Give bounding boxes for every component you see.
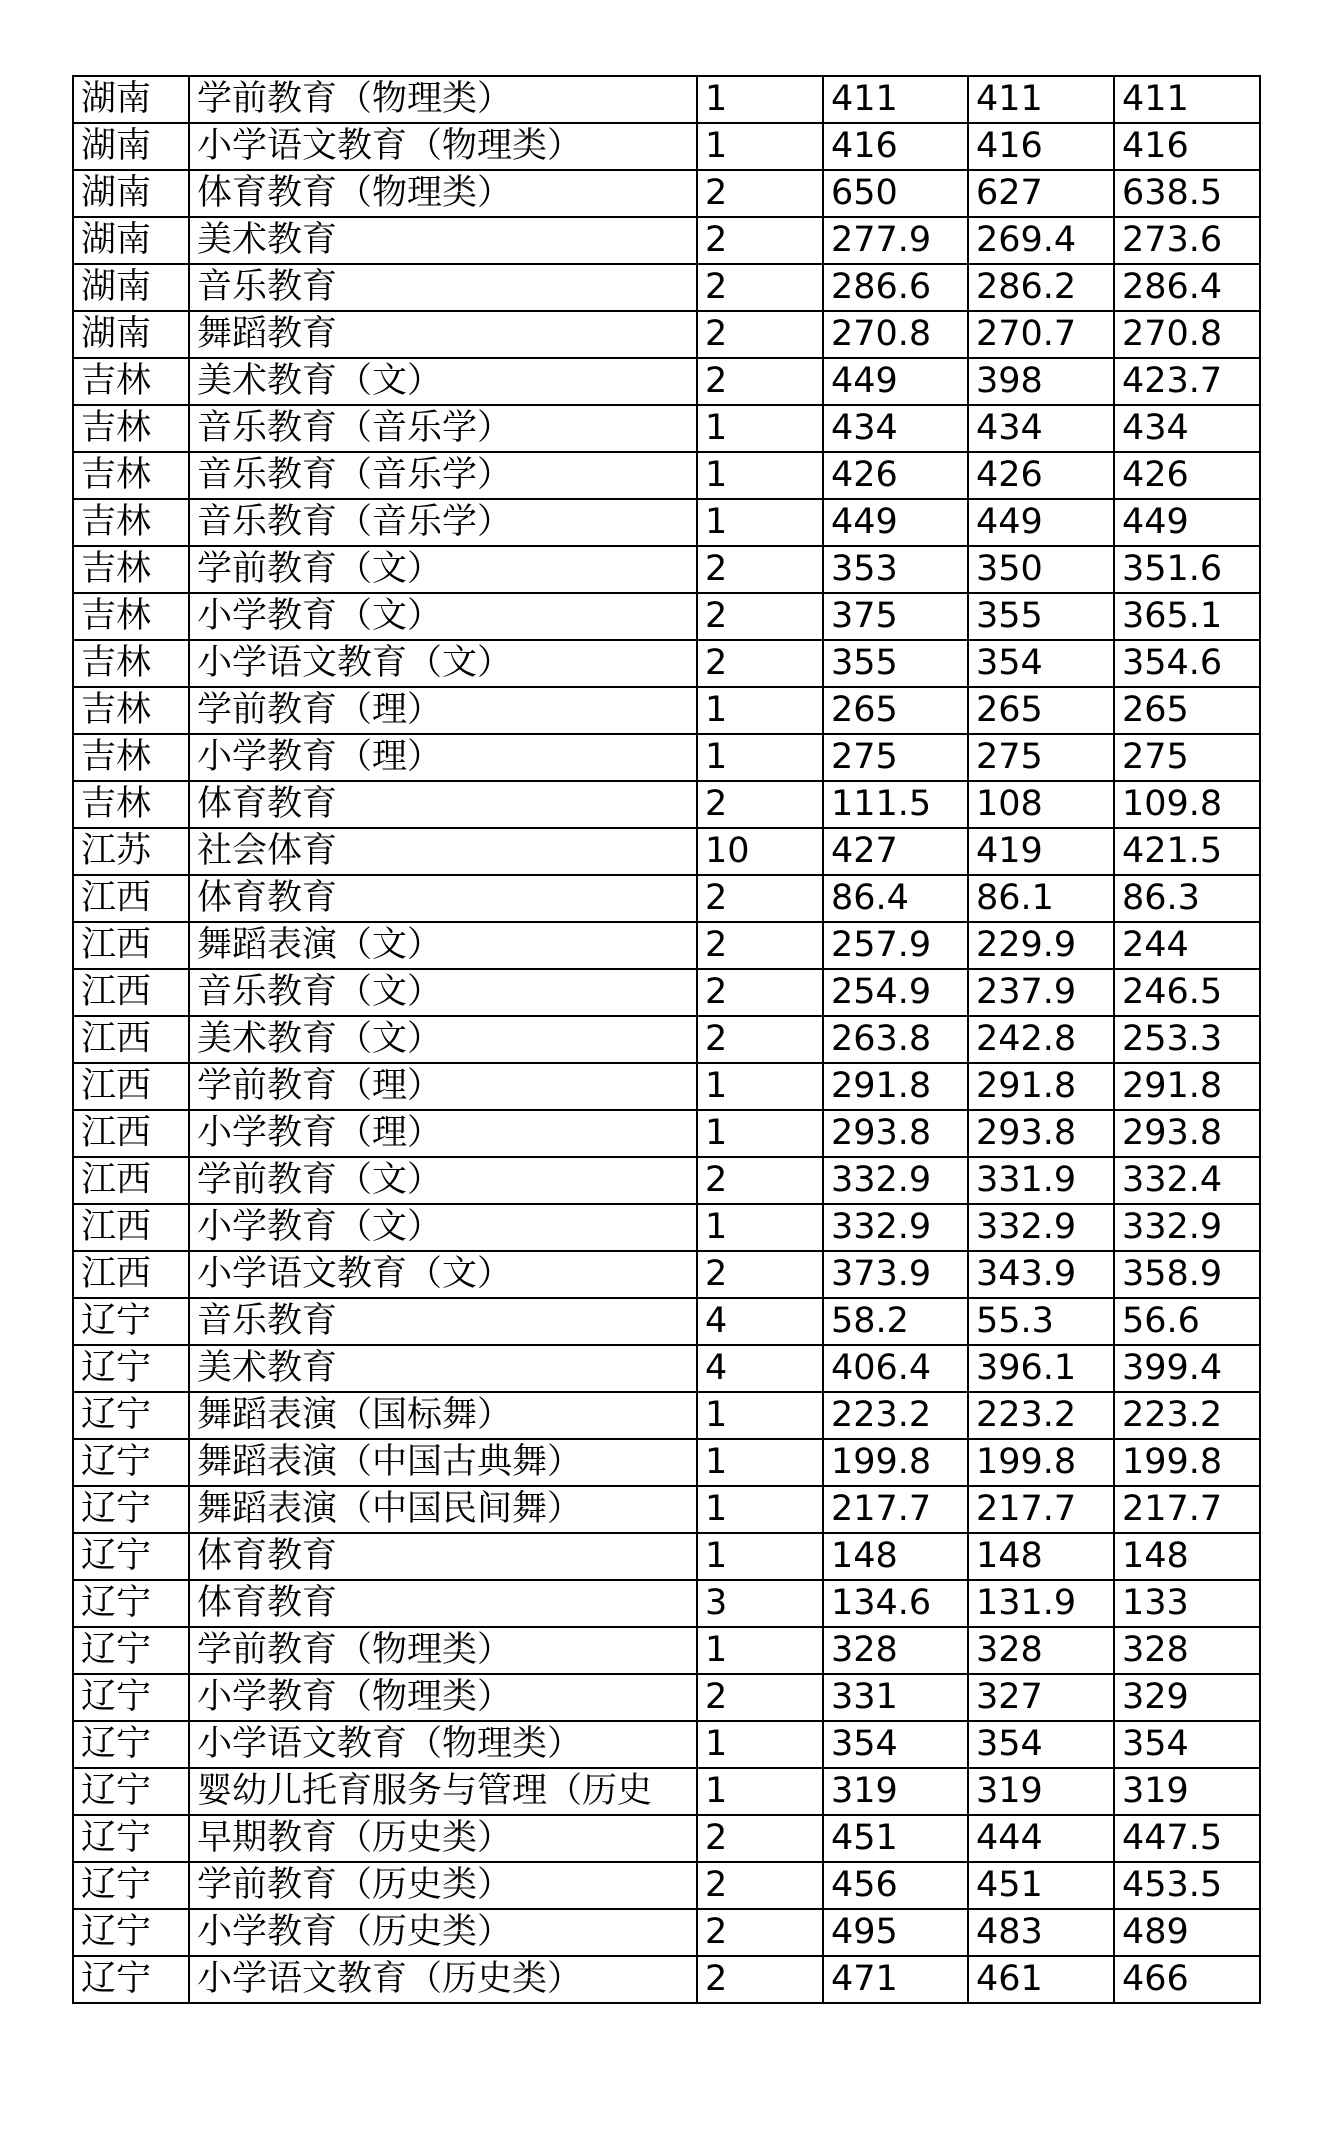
province-cell: 辽宁 [73, 1721, 189, 1768]
table-row [73, 1063, 1260, 1110]
count-cell: 2 [697, 358, 823, 405]
province-cell: 湖南 [73, 170, 189, 217]
table-row [73, 1157, 1260, 1204]
count-cell: 2 [697, 922, 823, 969]
avg-score-cell: 416 [1114, 123, 1260, 170]
major-cell: 体育教育（物理类） [189, 170, 697, 217]
province-cell: 吉林 [73, 499, 189, 546]
max-score-cell: 291.8 [823, 1063, 968, 1110]
province-cell: 辽宁 [73, 1627, 189, 1674]
province-cell: 江西 [73, 922, 189, 969]
max-score-cell: 353 [823, 546, 968, 593]
max-score-cell: 148 [823, 1533, 968, 1580]
max-score-cell: 86.4 [823, 875, 968, 922]
min-score-cell: 396.1 [968, 1345, 1114, 1392]
major-cell: 小学教育（文） [189, 593, 697, 640]
count-cell: 1 [697, 734, 823, 781]
max-score-cell: 406.4 [823, 1345, 968, 1392]
avg-score-cell: 332.4 [1114, 1157, 1260, 1204]
avg-score-cell: 217.7 [1114, 1486, 1260, 1533]
avg-score-cell: 358.9 [1114, 1251, 1260, 1298]
major-cell: 学前教育（物理类） [189, 1627, 697, 1674]
min-score-cell: 328 [968, 1627, 1114, 1674]
min-score-cell: 449 [968, 499, 1114, 546]
major-cell: 舞蹈表演（文） [189, 922, 697, 969]
min-score-cell: 199.8 [968, 1439, 1114, 1486]
table-row [73, 1298, 1260, 1345]
max-score-cell: 331 [823, 1674, 968, 1721]
max-score-cell: 265 [823, 687, 968, 734]
avg-score-cell: 109.8 [1114, 781, 1260, 828]
min-score-cell: 217.7 [968, 1486, 1114, 1533]
avg-score-cell: 421.5 [1114, 828, 1260, 875]
major-cell: 早期教育（历史类） [189, 1815, 697, 1862]
major-cell: 小学语文教育（历史类） [189, 1956, 697, 2003]
table-row [73, 734, 1260, 781]
table-row [73, 358, 1260, 405]
major-cell: 小学语文教育（文） [189, 640, 697, 687]
major-cell: 舞蹈教育 [189, 311, 697, 358]
count-cell: 1 [697, 452, 823, 499]
min-score-cell: 416 [968, 123, 1114, 170]
avg-score-cell: 426 [1114, 452, 1260, 499]
count-cell: 2 [697, 781, 823, 828]
max-score-cell: 199.8 [823, 1439, 968, 1486]
min-score-cell: 108 [968, 781, 1114, 828]
count-cell: 2 [697, 1157, 823, 1204]
avg-score-cell: 354 [1114, 1721, 1260, 1768]
min-score-cell: 354 [968, 1721, 1114, 1768]
province-cell: 辽宁 [73, 1956, 189, 2003]
table-row [73, 1721, 1260, 1768]
major-cell: 社会体育 [189, 828, 697, 875]
table-row [73, 922, 1260, 969]
avg-score-cell: 447.5 [1114, 1815, 1260, 1862]
min-score-cell: 461 [968, 1956, 1114, 2003]
table-row [73, 1016, 1260, 1063]
avg-score-cell: 293.8 [1114, 1110, 1260, 1157]
major-cell: 音乐教育（音乐学） [189, 405, 697, 452]
max-score-cell: 254.9 [823, 969, 968, 1016]
min-score-cell: 148 [968, 1533, 1114, 1580]
major-cell: 小学语文教育（物理类） [189, 123, 697, 170]
avg-score-cell: 199.8 [1114, 1439, 1260, 1486]
major-cell: 美术教育 [189, 217, 697, 264]
province-cell: 辽宁 [73, 1862, 189, 1909]
major-cell: 小学教育（物理类） [189, 1674, 697, 1721]
min-score-cell: 483 [968, 1909, 1114, 1956]
major-cell: 小学教育（文） [189, 1204, 697, 1251]
count-cell: 2 [697, 969, 823, 1016]
max-score-cell: 277.9 [823, 217, 968, 264]
major-cell: 音乐教育 [189, 264, 697, 311]
count-cell: 1 [697, 1627, 823, 1674]
major-cell: 学前教育（文） [189, 546, 697, 593]
min-score-cell: 275 [968, 734, 1114, 781]
count-cell: 2 [697, 264, 823, 311]
min-score-cell: 319 [968, 1768, 1114, 1815]
major-cell: 学前教育（物理类） [189, 76, 697, 123]
avg-score-cell: 399.4 [1114, 1345, 1260, 1392]
max-score-cell: 650 [823, 170, 968, 217]
table-row [73, 1909, 1260, 1956]
table-row [73, 76, 1260, 123]
table-row [73, 1486, 1260, 1533]
table-row [73, 405, 1260, 452]
min-score-cell: 350 [968, 546, 1114, 593]
count-cell: 2 [697, 1674, 823, 1721]
max-score-cell: 134.6 [823, 1580, 968, 1627]
max-score-cell: 257.9 [823, 922, 968, 969]
count-cell: 1 [697, 76, 823, 123]
min-score-cell: 265 [968, 687, 1114, 734]
avg-score-cell: 223.2 [1114, 1392, 1260, 1439]
max-score-cell: 111.5 [823, 781, 968, 828]
major-cell: 小学语文教育（文） [189, 1251, 697, 1298]
count-cell: 1 [697, 1486, 823, 1533]
avg-score-cell: 351.6 [1114, 546, 1260, 593]
max-score-cell: 217.7 [823, 1486, 968, 1533]
min-score-cell: 355 [968, 593, 1114, 640]
major-cell: 体育教育 [189, 781, 697, 828]
avg-score-cell: 286.4 [1114, 264, 1260, 311]
province-cell: 吉林 [73, 734, 189, 781]
major-cell: 体育教育 [189, 1580, 697, 1627]
province-cell: 吉林 [73, 452, 189, 499]
max-score-cell: 354 [823, 1721, 968, 1768]
count-cell: 1 [697, 405, 823, 452]
province-cell: 吉林 [73, 781, 189, 828]
count-cell: 1 [697, 1063, 823, 1110]
min-score-cell: 411 [968, 76, 1114, 123]
count-cell: 2 [697, 170, 823, 217]
province-cell: 湖南 [73, 264, 189, 311]
admission-score-table [72, 75, 1261, 2004]
table-body [73, 76, 1260, 2003]
max-score-cell: 58.2 [823, 1298, 968, 1345]
avg-score-cell: 275 [1114, 734, 1260, 781]
max-score-cell: 332.9 [823, 1157, 968, 1204]
table-row [73, 1345, 1260, 1392]
min-score-cell: 331.9 [968, 1157, 1114, 1204]
table-row [73, 123, 1260, 170]
max-score-cell: 328 [823, 1627, 968, 1674]
table-row [73, 1392, 1260, 1439]
max-score-cell: 293.8 [823, 1110, 968, 1157]
min-score-cell: 293.8 [968, 1110, 1114, 1157]
table-row [73, 875, 1260, 922]
min-score-cell: 426 [968, 452, 1114, 499]
table-row [73, 640, 1260, 687]
major-cell: 小学教育（理） [189, 734, 697, 781]
major-cell: 音乐教育（音乐学） [189, 499, 697, 546]
table-row [73, 546, 1260, 593]
avg-score-cell: 449 [1114, 499, 1260, 546]
count-cell: 2 [697, 1909, 823, 1956]
avg-score-cell: 265 [1114, 687, 1260, 734]
avg-score-cell: 434 [1114, 405, 1260, 452]
max-score-cell: 373.9 [823, 1251, 968, 1298]
major-cell: 小学语文教育（物理类） [189, 1721, 697, 1768]
province-cell: 江西 [73, 1110, 189, 1157]
province-cell: 湖南 [73, 311, 189, 358]
table-row [73, 1439, 1260, 1486]
province-cell: 吉林 [73, 687, 189, 734]
max-score-cell: 449 [823, 358, 968, 405]
avg-score-cell: 332.9 [1114, 1204, 1260, 1251]
province-cell: 辽宁 [73, 1298, 189, 1345]
province-cell: 辽宁 [73, 1533, 189, 1580]
table-row [73, 1674, 1260, 1721]
max-score-cell: 263.8 [823, 1016, 968, 1063]
table-row [73, 1862, 1260, 1909]
table-row [73, 499, 1260, 546]
province-cell: 辽宁 [73, 1580, 189, 1627]
table-row [73, 217, 1260, 264]
province-cell: 湖南 [73, 217, 189, 264]
min-score-cell: 229.9 [968, 922, 1114, 969]
province-cell: 辽宁 [73, 1486, 189, 1533]
province-cell: 江西 [73, 969, 189, 1016]
max-score-cell: 416 [823, 123, 968, 170]
table-row [73, 1956, 1260, 2003]
province-cell: 辽宁 [73, 1439, 189, 1486]
max-score-cell: 495 [823, 1909, 968, 1956]
min-score-cell: 223.2 [968, 1392, 1114, 1439]
count-cell: 4 [697, 1345, 823, 1392]
min-score-cell: 270.7 [968, 311, 1114, 358]
table-row [73, 452, 1260, 499]
count-cell: 2 [697, 1251, 823, 1298]
table-row [73, 1627, 1260, 1674]
avg-score-cell: 466 [1114, 1956, 1260, 2003]
max-score-cell: 355 [823, 640, 968, 687]
count-cell: 2 [697, 1862, 823, 1909]
count-cell: 2 [697, 1016, 823, 1063]
major-cell: 舞蹈表演（中国民间舞） [189, 1486, 697, 1533]
count-cell: 2 [697, 875, 823, 922]
avg-score-cell: 244 [1114, 922, 1260, 969]
min-score-cell: 419 [968, 828, 1114, 875]
avg-score-cell: 291.8 [1114, 1063, 1260, 1110]
province-cell: 江西 [73, 1204, 189, 1251]
province-cell: 吉林 [73, 405, 189, 452]
major-cell: 美术教育（文） [189, 358, 697, 405]
avg-score-cell: 133 [1114, 1580, 1260, 1627]
max-score-cell: 319 [823, 1768, 968, 1815]
province-cell: 辽宁 [73, 1768, 189, 1815]
province-cell: 江西 [73, 1016, 189, 1063]
major-cell: 音乐教育（音乐学） [189, 452, 697, 499]
count-cell: 4 [697, 1298, 823, 1345]
major-cell: 婴幼儿托育服务与管理（历史 [189, 1768, 697, 1815]
count-cell: 1 [697, 1439, 823, 1486]
table-row [73, 781, 1260, 828]
table-row [73, 593, 1260, 640]
max-score-cell: 270.8 [823, 311, 968, 358]
avg-score-cell: 489 [1114, 1909, 1260, 1956]
max-score-cell: 286.6 [823, 264, 968, 311]
province-cell: 江苏 [73, 828, 189, 875]
avg-score-cell: 253.3 [1114, 1016, 1260, 1063]
min-score-cell: 327 [968, 1674, 1114, 1721]
count-cell: 1 [697, 1110, 823, 1157]
avg-score-cell: 354.6 [1114, 640, 1260, 687]
count-cell: 3 [697, 1580, 823, 1627]
table-row [73, 264, 1260, 311]
count-cell: 2 [697, 217, 823, 264]
max-score-cell: 456 [823, 1862, 968, 1909]
min-score-cell: 55.3 [968, 1298, 1114, 1345]
avg-score-cell: 453.5 [1114, 1862, 1260, 1909]
max-score-cell: 411 [823, 76, 968, 123]
province-cell: 江西 [73, 1251, 189, 1298]
avg-score-cell: 270.8 [1114, 311, 1260, 358]
avg-score-cell: 411 [1114, 76, 1260, 123]
count-cell: 1 [697, 1392, 823, 1439]
avg-score-cell: 638.5 [1114, 170, 1260, 217]
min-score-cell: 451 [968, 1862, 1114, 1909]
max-score-cell: 223.2 [823, 1392, 968, 1439]
table-row [73, 687, 1260, 734]
major-cell: 学前教育（理） [189, 1063, 697, 1110]
province-cell: 辽宁 [73, 1909, 189, 1956]
max-score-cell: 451 [823, 1815, 968, 1862]
count-cell: 2 [697, 593, 823, 640]
count-cell: 10 [697, 828, 823, 875]
avg-score-cell: 86.3 [1114, 875, 1260, 922]
max-score-cell: 375 [823, 593, 968, 640]
min-score-cell: 242.8 [968, 1016, 1114, 1063]
avg-score-cell: 328 [1114, 1627, 1260, 1674]
table-row [73, 1204, 1260, 1251]
major-cell: 学前教育（文） [189, 1157, 697, 1204]
province-cell: 吉林 [73, 358, 189, 405]
table-row [73, 311, 1260, 358]
count-cell: 1 [697, 123, 823, 170]
province-cell: 吉林 [73, 640, 189, 687]
major-cell: 舞蹈表演（中国古典舞） [189, 1439, 697, 1486]
table-row [73, 1815, 1260, 1862]
province-cell: 吉林 [73, 593, 189, 640]
major-cell: 美术教育（文） [189, 1016, 697, 1063]
province-cell: 江西 [73, 1063, 189, 1110]
count-cell: 1 [697, 687, 823, 734]
count-cell: 1 [697, 1721, 823, 1768]
max-score-cell: 449 [823, 499, 968, 546]
province-cell: 江西 [73, 875, 189, 922]
min-score-cell: 343.9 [968, 1251, 1114, 1298]
max-score-cell: 427 [823, 828, 968, 875]
min-score-cell: 627 [968, 170, 1114, 217]
avg-score-cell: 319 [1114, 1768, 1260, 1815]
avg-score-cell: 148 [1114, 1533, 1260, 1580]
min-score-cell: 269.4 [968, 217, 1114, 264]
province-cell: 湖南 [73, 123, 189, 170]
min-score-cell: 131.9 [968, 1580, 1114, 1627]
province-cell: 辽宁 [73, 1815, 189, 1862]
count-cell: 1 [697, 1533, 823, 1580]
count-cell: 2 [697, 640, 823, 687]
min-score-cell: 291.8 [968, 1063, 1114, 1110]
avg-score-cell: 329 [1114, 1674, 1260, 1721]
table-row [73, 1251, 1260, 1298]
province-cell: 辽宁 [73, 1392, 189, 1439]
major-cell: 音乐教育（文） [189, 969, 697, 1016]
min-score-cell: 286.2 [968, 264, 1114, 311]
table-row [73, 1580, 1260, 1627]
avg-score-cell: 423.7 [1114, 358, 1260, 405]
major-cell: 学前教育（理） [189, 687, 697, 734]
province-cell: 湖南 [73, 76, 189, 123]
min-score-cell: 444 [968, 1815, 1114, 1862]
major-cell: 体育教育 [189, 1533, 697, 1580]
count-cell: 2 [697, 1815, 823, 1862]
avg-score-cell: 246.5 [1114, 969, 1260, 1016]
major-cell: 学前教育（历史类） [189, 1862, 697, 1909]
count-cell: 1 [697, 1204, 823, 1251]
min-score-cell: 434 [968, 405, 1114, 452]
min-score-cell: 237.9 [968, 969, 1114, 1016]
count-cell: 1 [697, 499, 823, 546]
major-cell: 小学教育（理） [189, 1110, 697, 1157]
major-cell: 音乐教育 [189, 1298, 697, 1345]
min-score-cell: 354 [968, 640, 1114, 687]
major-cell: 体育教育 [189, 875, 697, 922]
table-row [73, 828, 1260, 875]
province-cell: 吉林 [73, 546, 189, 593]
max-score-cell: 332.9 [823, 1204, 968, 1251]
min-score-cell: 398 [968, 358, 1114, 405]
province-cell: 辽宁 [73, 1674, 189, 1721]
min-score-cell: 332.9 [968, 1204, 1114, 1251]
table-row [73, 1768, 1260, 1815]
count-cell: 2 [697, 311, 823, 358]
major-cell: 舞蹈表演（国标舞） [189, 1392, 697, 1439]
major-cell: 美术教育 [189, 1345, 697, 1392]
max-score-cell: 426 [823, 452, 968, 499]
min-score-cell: 86.1 [968, 875, 1114, 922]
table-row [73, 1110, 1260, 1157]
table-row [73, 1533, 1260, 1580]
table-row [73, 170, 1260, 217]
avg-score-cell: 56.6 [1114, 1298, 1260, 1345]
avg-score-cell: 273.6 [1114, 217, 1260, 264]
province-cell: 江西 [73, 1157, 189, 1204]
count-cell: 2 [697, 546, 823, 593]
table-row [73, 969, 1260, 1016]
province-cell: 辽宁 [73, 1345, 189, 1392]
avg-score-cell: 365.1 [1114, 593, 1260, 640]
max-score-cell: 471 [823, 1956, 968, 2003]
max-score-cell: 434 [823, 405, 968, 452]
max-score-cell: 275 [823, 734, 968, 781]
count-cell: 2 [697, 1956, 823, 2003]
count-cell: 1 [697, 1768, 823, 1815]
major-cell: 小学教育（历史类） [189, 1909, 697, 1956]
